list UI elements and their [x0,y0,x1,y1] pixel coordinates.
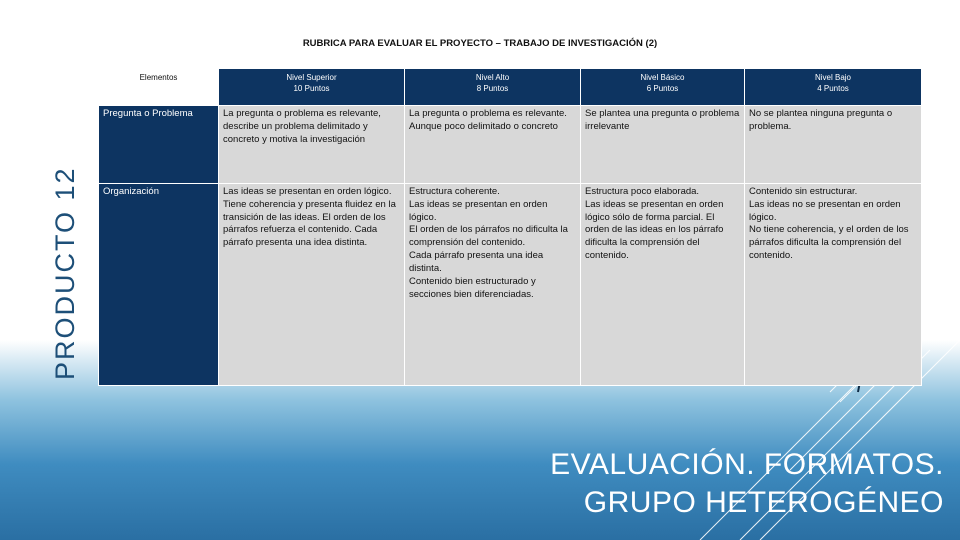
row-element-label: Pregunta o Problema [99,106,219,184]
table-cell: Se plantea una pregunta o problema irrelevante [581,106,745,184]
table-cell: La pregunta o problema es relevante. Aunque poco delimitado o concreto [405,106,581,184]
row-element-label: Organización [99,184,219,386]
table-cell: Estructura coherente. Las ideas se presentan en orden lógico. El orden de los párrafos no dificulta la comprensión del contenido. Cada párrafo presenta una idea distinta. Contenido bien estructurado y secciones bien diferenciadas. [405,184,581,386]
table-cell: Las ideas se presentan en orden lógico. Tiene coherencia y presenta fluidez en la transición de las ideas. El orden de los párrafos refuerza el contenido. Cada párrafo presenta una idea distinta. [219,184,405,386]
rubric-title: RUBRICA PARA EVALUAR EL PROYECTO – TRABAJO DE INVESTIGACIÓN (2) [302,38,658,49]
table-row [99,184,922,386]
header-nivel-alto: Nivel Alto 8 Puntos [405,69,581,106]
header-nivel-basico: Nivel Básico 6 Puntos [581,69,745,106]
table-cell: No se plantea ninguna pregunta o problema. [745,106,922,184]
vertical-title: PRODUCTO 12 [50,166,80,380]
header-nivel-bajo: Nivel Bajo 4 Puntos [745,69,922,106]
rubric-table [98,68,922,386]
table-cell: La pregunta o problema es relevante, describe un problema delimitado y concreto y motiva la investigación [219,106,405,184]
table-row [99,106,922,184]
slide-bottom-title: EVALUACIÓN. FORMATOS. GRUPO HETEROGÉNEO [550,448,944,519]
header-nivel-superior: Nivel Superior 10 Puntos [219,69,405,106]
table-cell: Contenido sin estructurar. Las ideas no se presentan en orden lógico. No tiene coherencia, y el orden de los párrafos dificulta la comprensión del contenido. [745,184,922,386]
header-elementos: Elementos [99,69,219,106]
header-row [99,69,922,106]
table-cell: Estructura poco elaborada. Las ideas se presentan en orden lógico sólo de forma parcial. El orden de las ideas en los párrafo dificulta la comprensión del contenido. [581,184,745,386]
